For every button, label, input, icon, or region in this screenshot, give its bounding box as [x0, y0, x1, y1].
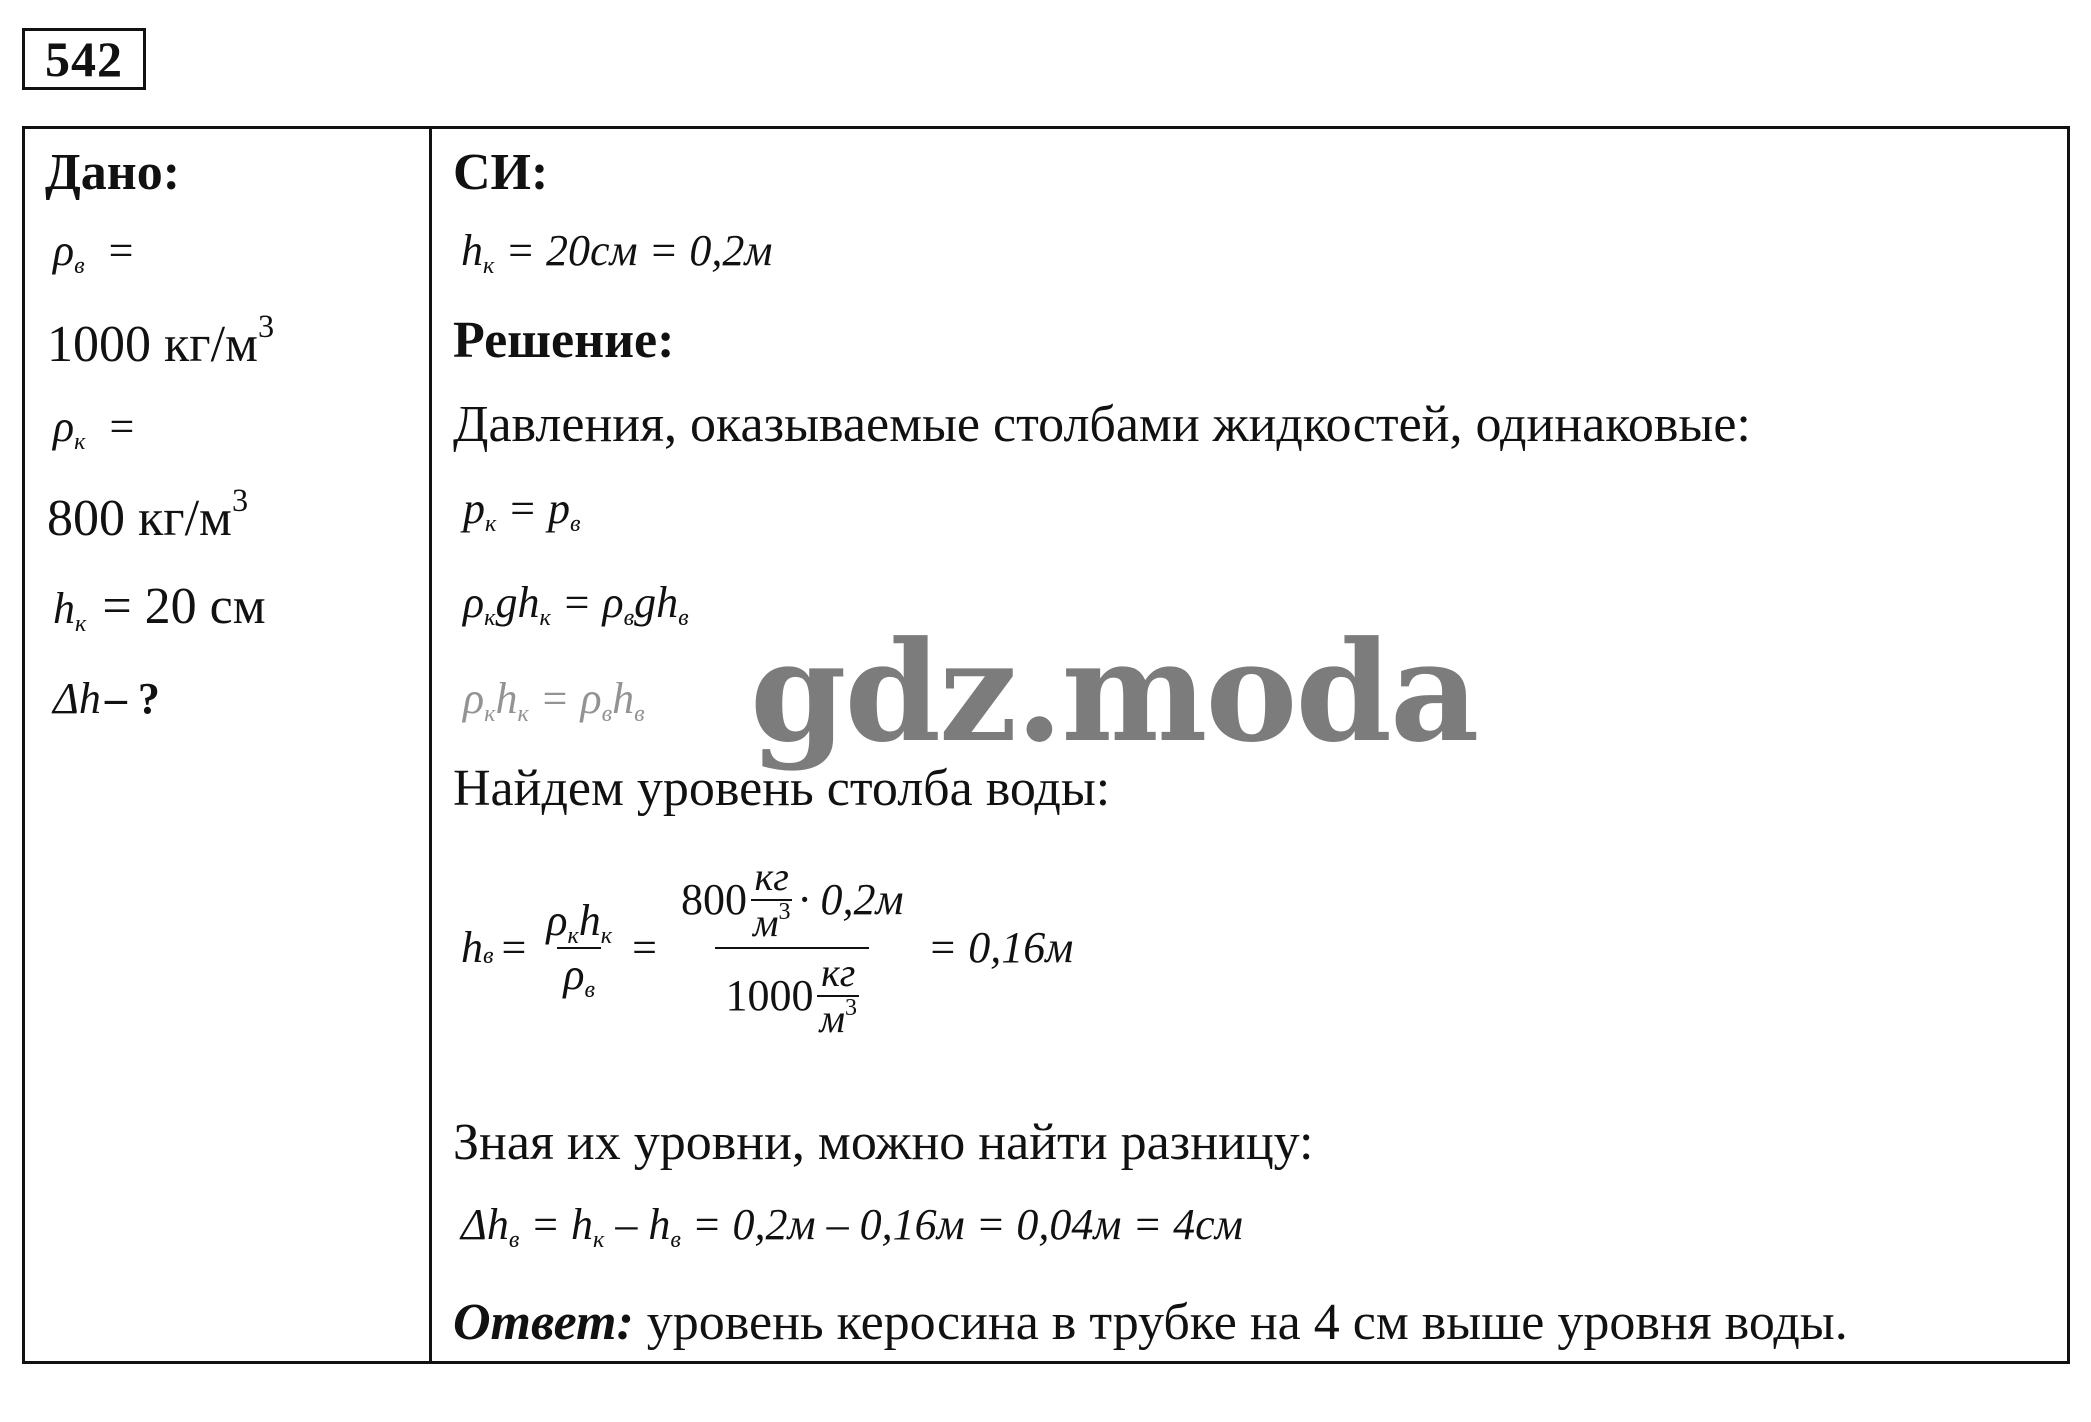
rho-w-value: 1000 кг/м [47, 316, 258, 373]
eq1-mid: = p [496, 484, 571, 533]
minus-h: – h [604, 1200, 671, 1249]
cube-power: 3 [231, 481, 249, 518]
answer-label: Ответ: [453, 1294, 634, 1351]
equation-2 [463, 578, 689, 632]
h-symbol: h [461, 923, 483, 972]
value-1000: 1000 [725, 971, 814, 1020]
given-rho-w-value [47, 307, 275, 373]
h-symbol: h [578, 896, 601, 945]
eq-sign: = [108, 226, 134, 275]
sub: к [484, 604, 496, 632]
p-symbol: p [463, 484, 485, 533]
watermark: gdz.moda [750, 610, 1478, 773]
rho-w-sub: в [74, 252, 85, 280]
eq-h: = h [519, 1200, 594, 1249]
rho-symbol: ρ [53, 226, 75, 275]
sub: к [567, 922, 579, 950]
sub: к [484, 700, 496, 728]
h-symbol: h [461, 226, 483, 275]
rho-symbol: ρ [53, 402, 75, 451]
sub: в [634, 700, 645, 728]
p-v-sub: в [570, 510, 581, 538]
equation-3 [463, 674, 645, 728]
delta-h: Δh [461, 1200, 509, 1249]
numeric-denominator [715, 947, 869, 1039]
solution-text-3: Зная их уровни, можно найти разницу: [453, 1114, 1314, 1171]
h-sub: к [483, 252, 495, 280]
solution-heading: Решение: [453, 312, 675, 369]
numeric-numerator [671, 854, 914, 947]
sub: в [584, 976, 596, 1004]
problem-number: 542 [22, 28, 146, 90]
value-800: 800 [680, 875, 747, 924]
given-rho-k-value [47, 481, 249, 547]
solution-text-2: Найдем уровень столба воды: [453, 760, 1111, 817]
given-heading: Дано: [45, 144, 181, 201]
h-symbol: h [53, 584, 75, 633]
h-k-value: = 20 см [102, 578, 266, 635]
rho-k-sub: к [74, 428, 86, 456]
unit-kg: кг [754, 854, 789, 899]
sub: в [678, 604, 689, 632]
sub: к [539, 604, 551, 632]
ratio-fraction [540, 896, 618, 1004]
difference-result: = 0,2м – 0,16м = 0,04м = 4см [680, 1200, 1243, 1249]
unit-pow: 3 [778, 899, 791, 926]
eq-sign: = [109, 402, 135, 451]
ratio-numerator [540, 896, 618, 950]
gh: gh [495, 578, 540, 627]
column-divider [429, 129, 432, 1361]
answer-text: уровень керосина в трубке на 4 см выше уровня воды. [633, 1294, 1848, 1351]
eq-rho: = ρ [550, 578, 624, 627]
eq-rho: = ρ [528, 674, 602, 723]
sub: в [623, 604, 635, 632]
times-length: · 0,2м [798, 875, 904, 924]
solution-text-1: Давления, оказываемые столбами жидкостей, одинаковые: [453, 396, 1751, 453]
main-formula [461, 854, 1074, 1041]
sub: к [593, 1226, 605, 1254]
sub: в [601, 700, 613, 728]
h-symbol: h [612, 674, 635, 723]
sub: в [670, 1226, 681, 1254]
sub: к [600, 922, 613, 950]
unit-kg: кг [821, 950, 856, 995]
rho-symbol: ρ [546, 896, 568, 945]
cube-power: 3 [257, 307, 275, 344]
rho-k-value: 800 кг/м [47, 490, 232, 547]
unit-m: м [819, 996, 846, 1041]
si-heading: СИ: [453, 144, 549, 201]
eq-sign: = [632, 923, 657, 972]
h-k-sub: к [75, 610, 87, 638]
given-rho-w [53, 226, 134, 280]
given-rho-k [53, 402, 135, 456]
equation-1 [463, 484, 581, 538]
sub: в [508, 1226, 520, 1254]
unit-pow: 3 [845, 995, 858, 1022]
difference-formula [461, 1200, 1243, 1254]
rho-symbol: ρ [563, 950, 585, 999]
answer-line [453, 1294, 1848, 1351]
unit-fraction [751, 854, 793, 945]
ratio-denominator [557, 947, 601, 1004]
unit-fraction [817, 950, 859, 1041]
unit-m: м [752, 900, 779, 945]
result-value: = 0,16м [927, 923, 1074, 972]
numeric-fraction [671, 854, 914, 1041]
delta-h: Δh [53, 674, 101, 723]
given-h-k [53, 578, 266, 638]
rho-symbol: ρ [463, 674, 485, 723]
rho-symbol: ρ [463, 578, 485, 627]
eq-sign: = [501, 923, 527, 972]
sub: к [517, 700, 529, 728]
p-k-sub: к [485, 510, 497, 538]
h-symbol: h [495, 674, 518, 723]
given-find [53, 674, 160, 723]
si-formula [461, 226, 773, 280]
sub: в [483, 942, 494, 970]
si-conversion: = 20см = 0,2м [494, 226, 773, 275]
find-question: – ? [104, 674, 160, 723]
gh: gh [634, 578, 679, 627]
